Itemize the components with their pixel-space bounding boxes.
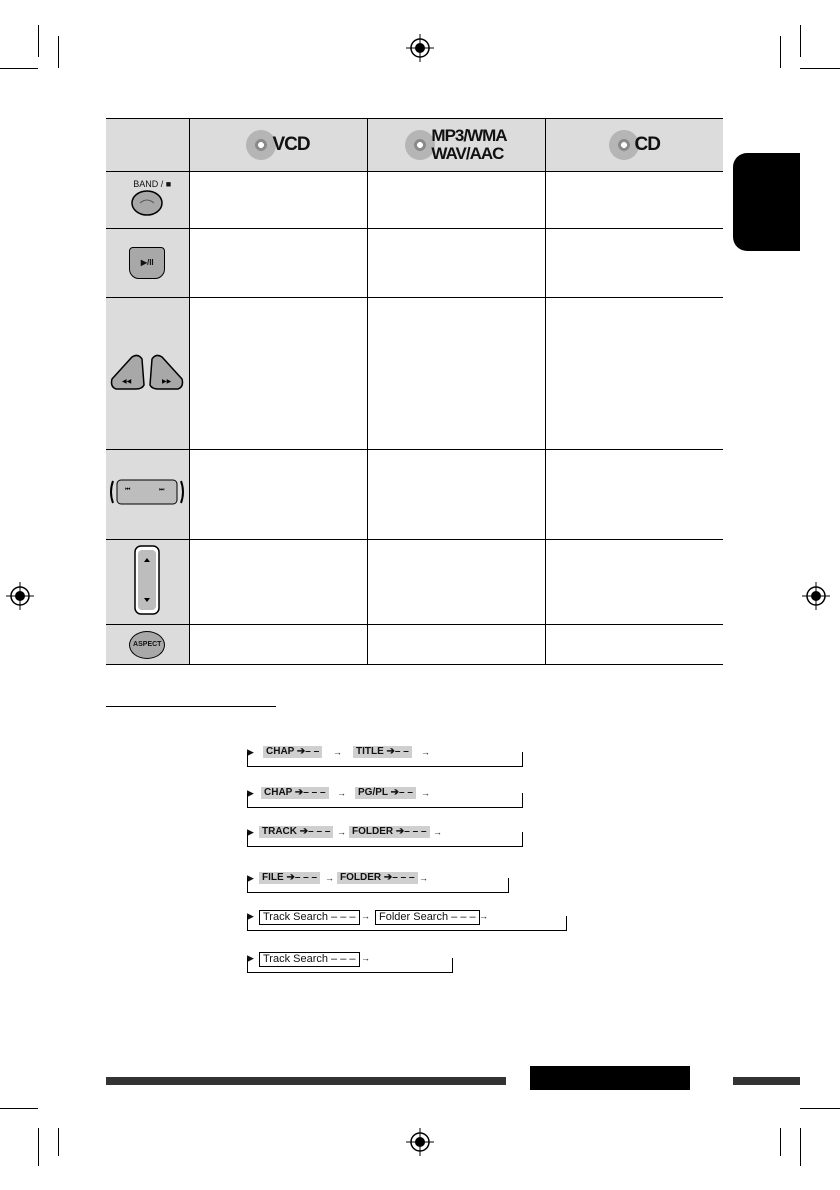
crop-mark [58, 36, 59, 68]
folder-skip-buttons-icon[interactable] [107, 477, 187, 507]
flow-step: Track Search – – – [259, 952, 360, 967]
band-stop-label: BAND / ■ [133, 178, 172, 189]
flow-step: CHAP ➔– – – [261, 787, 329, 799]
table-cell [545, 450, 723, 540]
search-flow-file [247, 872, 509, 896]
registration-mark-icon [6, 582, 34, 610]
flow-step: FOLDER ➔– – – [337, 872, 418, 884]
table-cell [545, 229, 723, 298]
crop-mark [800, 1128, 801, 1166]
table-cell [545, 298, 723, 450]
table-cell [367, 450, 545, 540]
table-row [106, 172, 723, 229]
header-mp3 [367, 119, 545, 172]
crop-mark [0, 68, 38, 69]
svg-text:◀◀: ◀◀ [122, 378, 132, 385]
flow-step: FILE ➔– – – [259, 872, 320, 884]
band-stop-button-icon[interactable] [130, 189, 164, 217]
button-cell [106, 540, 189, 625]
table-cell [367, 625, 545, 665]
table-row [106, 298, 723, 450]
table-row [106, 540, 723, 625]
format-label-cd: CD [634, 134, 660, 155]
crop-mark [800, 25, 801, 57]
svg-text:▶▶: ▶▶ [162, 378, 172, 385]
search-flow-track-folder [247, 910, 567, 934]
flow-step: CHAP ➔– – [263, 746, 322, 758]
table-row [106, 450, 723, 540]
play-pause-button[interactable]: ▶/II [129, 247, 165, 279]
arrow-icon: → [421, 747, 430, 757]
crop-mark [800, 68, 840, 69]
table-row [106, 229, 723, 298]
table-cell [367, 540, 545, 625]
flow-step: PG/PL ➔– – [355, 787, 416, 799]
header-blank-cell [106, 119, 189, 172]
skip-buttons-icon[interactable] [108, 351, 186, 391]
flow-step: TRACK ➔– – – [259, 826, 333, 838]
search-flow-vcd [247, 746, 523, 770]
header-cd [545, 119, 723, 172]
search-flow-mp3 [247, 826, 523, 850]
table-cell [189, 229, 367, 298]
crop-mark [38, 1128, 39, 1166]
footer-rule-right [733, 1077, 800, 1085]
table-header-row [106, 119, 723, 172]
arrow-icon: → [433, 827, 442, 837]
format-label-wav-aac: WAV/AAC [431, 144, 504, 163]
arrow-icon: ▶ [247, 788, 254, 798]
arrow-icon: ▶ [247, 911, 254, 921]
table-cell [189, 450, 367, 540]
table-cell [367, 298, 545, 450]
flow-step: TITLE ➔– – [353, 746, 412, 758]
flow-step: Track Search – – – [259, 910, 360, 925]
table-row [106, 625, 723, 665]
table-cell [367, 229, 545, 298]
arrow-icon: → [333, 747, 342, 757]
search-flow-track [247, 952, 453, 976]
arrow-icon: ▶ [247, 873, 254, 883]
button-cell [106, 625, 189, 665]
arrow-icon: → [337, 827, 346, 837]
table-cell [189, 298, 367, 450]
arrow-icon: ▶ [247, 827, 254, 837]
table-cell [545, 540, 723, 625]
search-flow-dvd-audio [247, 787, 523, 811]
format-label-vcd: VCD [272, 134, 310, 155]
arrow-icon: → [479, 911, 488, 921]
page-number-box [530, 1066, 690, 1090]
flow-step: FOLDER ➔– – – [349, 826, 430, 838]
header-vcd [189, 119, 367, 172]
button-cell [106, 172, 189, 229]
table-cell [545, 172, 723, 229]
language-side-tab [733, 153, 800, 251]
crop-mark [800, 1108, 840, 1109]
table-cell [367, 172, 545, 229]
table-cell [189, 172, 367, 229]
crop-mark [38, 25, 39, 57]
registration-mark-icon [406, 34, 434, 62]
arrow-icon: → [419, 873, 428, 883]
table-cell [545, 625, 723, 665]
svg-text:⏭: ⏭ [159, 486, 165, 493]
table-cell [189, 540, 367, 625]
table-cell [189, 625, 367, 665]
button-cell [106, 229, 189, 298]
arrow-icon: → [325, 873, 334, 883]
format-label-mp3-wma: MP3/WMA [431, 126, 507, 145]
operations-table [106, 118, 723, 665]
crop-mark [780, 1128, 781, 1156]
arrow-icon: → [337, 788, 346, 798]
arrow-icon: → [361, 953, 370, 963]
button-cell [106, 450, 189, 540]
up-down-button-icon[interactable] [133, 544, 161, 616]
button-cell [106, 298, 189, 450]
section-heading-underline [106, 706, 276, 707]
flow-step: Folder Search – – – [375, 910, 480, 925]
arrow-icon: ▶ [247, 953, 254, 963]
arrow-icon: → [361, 911, 370, 921]
footer-rule-left [106, 1077, 506, 1085]
arrow-icon: ▶ [247, 747, 254, 757]
crop-mark [0, 1108, 38, 1109]
registration-mark-icon [406, 1128, 434, 1156]
registration-mark-icon [802, 582, 830, 610]
svg-text:⏮: ⏮ [125, 486, 131, 493]
crop-mark [780, 36, 781, 68]
aspect-button[interactable]: ASPECT [129, 631, 165, 659]
crop-mark [58, 1128, 59, 1156]
arrow-icon: → [421, 788, 430, 798]
